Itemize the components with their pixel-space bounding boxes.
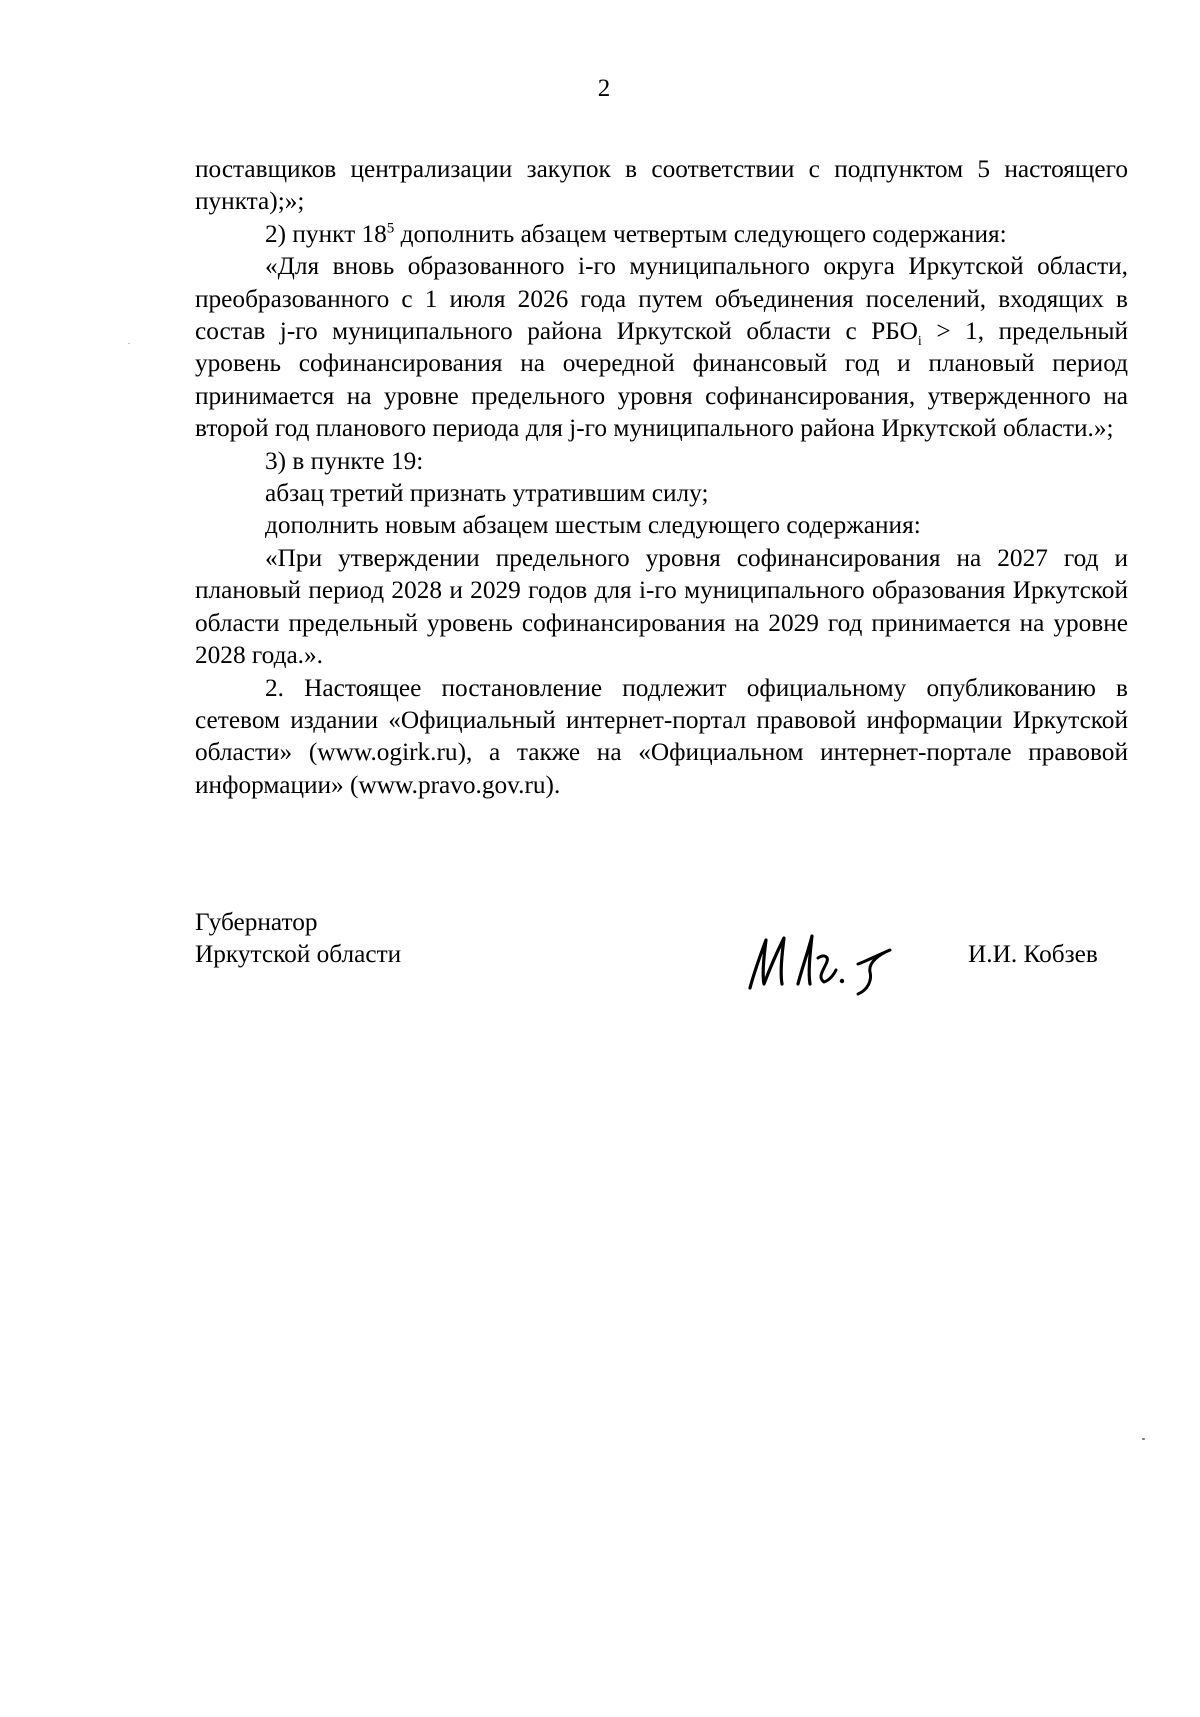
paragraph-add-clause: дополнить новым абзацем шестым следующего содержания: xyxy=(265,511,921,540)
superscript-5: 5 xyxy=(386,220,395,237)
subscript-i: i xyxy=(917,334,922,350)
paragraph-item-2-text-start: 2) пункт 18 xyxy=(265,219,387,248)
paragraph-quote-text-start: «Для вновь образованного i-го муниципального округа Иркутской области, преобразованного с 1 июля 2026 года путем объединения поселений, входящих в состав j-го муниципального района Иркутской области с РБО xyxy=(195,252,1128,346)
paragraph-publication: 2. Настоящее постановление подлежит официальному опубликованию в сетевом издании «Официальный интернет-портал правовой информации Иркутской области» (www.ogirk.ru), а также на «Официальном интернет-портале правовой информации» (www.pravo.gov.ru). xyxy=(195,673,1128,799)
scan-speck xyxy=(128,343,130,344)
paragraph-continuation: поставщиков централизации закупок в соответствии с подпунктом 5 настоящего пункта);»; xyxy=(195,155,1128,216)
paragraph-quote-text-end: > 1, предельный уровень софинансирования на очередной финансовый год и плановый период принимается на уровне предельного уровня софинансирования, утвержденного на второй год планового периода для j-го муниципального района Иркутской области.»; xyxy=(195,317,1129,443)
paragraph-invalidate-clause: абзац третий признать утратившим силу; xyxy=(265,479,709,508)
signatory-name: И.И. Кобзев xyxy=(968,940,1098,968)
document-body xyxy=(195,153,1128,801)
signatory-title-line-2: Иркутской области xyxy=(195,940,402,969)
paragraph-item-2 xyxy=(195,218,1128,250)
paragraph-quote-cofinancing: «При утверждении предельного уровня софинансирования на 2027 год и плановый период 2028 и 2029 годов для i-го муниципального образования Иркутской области предельный уровень софинансирования на 2029 год принимается на уровне 2028 года.». xyxy=(195,543,1128,670)
paragraph-item-3: 3) в пункте 19: xyxy=(265,446,424,475)
scan-speck xyxy=(1142,1438,1145,1440)
paragraph-quote-municipal-district xyxy=(195,250,1128,444)
paragraph-item-2-text-end: дополнить абзацем четвертым следующего содержания: xyxy=(394,219,1007,248)
signatory-title-line-1: Губернатор xyxy=(195,908,318,936)
handwritten-signature xyxy=(740,918,930,998)
signatory-title xyxy=(195,906,401,971)
page-number: 2 xyxy=(597,75,611,102)
